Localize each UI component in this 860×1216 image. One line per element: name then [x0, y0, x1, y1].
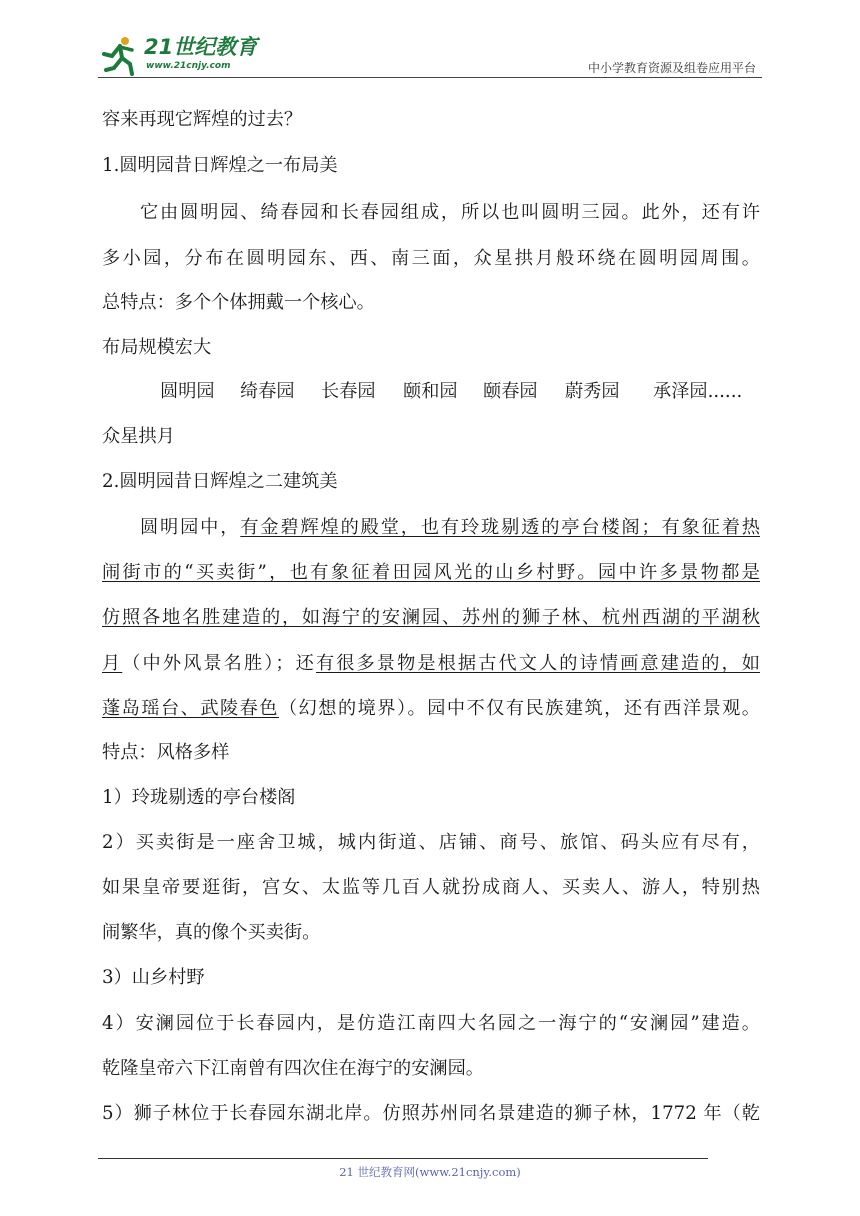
garden-item: 蔚秀园 [565, 381, 620, 402]
text-span: （中外风景名胜）；还 [122, 653, 316, 674]
garden-item: 颐和园 [403, 381, 458, 402]
text-line [102, 561, 760, 585]
garden-item: 承泽园...... [653, 381, 743, 402]
text-line [140, 516, 760, 540]
site-logo [98, 34, 268, 78]
garden-item: 长春园 [321, 381, 376, 402]
logo-url: www.21cnjy.com [146, 61, 231, 71]
section-heading: 2.圆明园昔日辉煌之二建筑美 [102, 471, 338, 492]
text-line: 乾隆皇帝六下江南曾有四次住在海宁的安澜园。 [102, 1058, 484, 1079]
garden-list [160, 380, 742, 404]
text-line: 多小园，分布在圆明园东、西、南三面，众星拱月般环绕在圆明园周围。 [102, 248, 760, 269]
text-span: （幻想的境界）。园中不仅有民族建筑，还有西洋景观。 [278, 698, 760, 719]
text-line: 它由圆明园、绮春园和长春园组成，所以也叫圆明三园。此外，还有许 [140, 202, 760, 223]
underlined-text: 蓬岛瑶台、武陵春色 [102, 698, 279, 719]
underlined-text: 仿照各地名胜建造的，如海宁的安澜园、苏州的狮子林、杭州西湖的平湖秋 [102, 607, 760, 628]
text-line [102, 652, 760, 676]
underlined-text: 有很多景物是根据古代文人的诗情画意建造的，如 [315, 653, 760, 674]
text-line: 5）狮子林位于长春园东湖北岸。仿照苏州同名景建造的狮子林，1772 年（乾 [102, 1103, 760, 1124]
text-line: 2）买卖街是一座舍卫城，城内街道、店铺、商号、旅馆、码头应有尽有， [102, 832, 760, 853]
section-heading: 1.圆明园昔日辉煌之一布局美 [102, 155, 338, 176]
text-line: 布局规模宏大 [102, 337, 212, 358]
text-line [102, 606, 760, 630]
garden-item: 绮春园 [240, 381, 295, 402]
footer-divider [98, 1158, 708, 1159]
underlined-text: 有金碧辉煌的殿堂，也有玲珑剔透的亭台楼阁；有象征着热 [240, 517, 760, 538]
text-span: 圆明园中， [140, 517, 241, 538]
platform-title: 中小学教育资源及组卷应用平台 [587, 61, 756, 75]
text-line: 闹繁华，真的像个买卖街。 [102, 922, 321, 943]
text-line [102, 697, 760, 721]
text-line: 3）山乡村野 [102, 967, 205, 988]
text-line: 如果皇帝要逛街，宫女、太监等几百人就扮成商人、买卖人、游人，特别热 [102, 877, 760, 898]
header-divider [98, 77, 762, 78]
garden-item: 圆明园 [160, 381, 215, 402]
text-line: 众星拱月 [102, 426, 175, 447]
text-line: 特点：风格多样 [102, 742, 230, 763]
text-line: 总特点：多个个体拥戴一个核心。 [102, 292, 375, 313]
page-header [98, 30, 762, 78]
underlined-text: 闹街市的“买卖街”，也有象征着田园风光的山乡村野。园中许多景物都是 [102, 562, 760, 583]
text-line: 4）安澜园位于长春园内，是仿造江南四大名园之一海宁的“安澜园”建造。 [102, 1013, 760, 1034]
runner-logo-icon [98, 34, 142, 78]
logo-text: 21世纪教育 [144, 35, 258, 59]
underlined-text: 月 [102, 653, 123, 674]
page-footer: 21 世纪教育网(www.21cnjy.com) [339, 1165, 521, 1179]
text-line: 1）玲珑剔透的亭台楼阁 [102, 787, 296, 808]
text-line: 容来再现它辉煌的过去？ [102, 109, 303, 130]
garden-item: 颐春园 [483, 381, 538, 402]
